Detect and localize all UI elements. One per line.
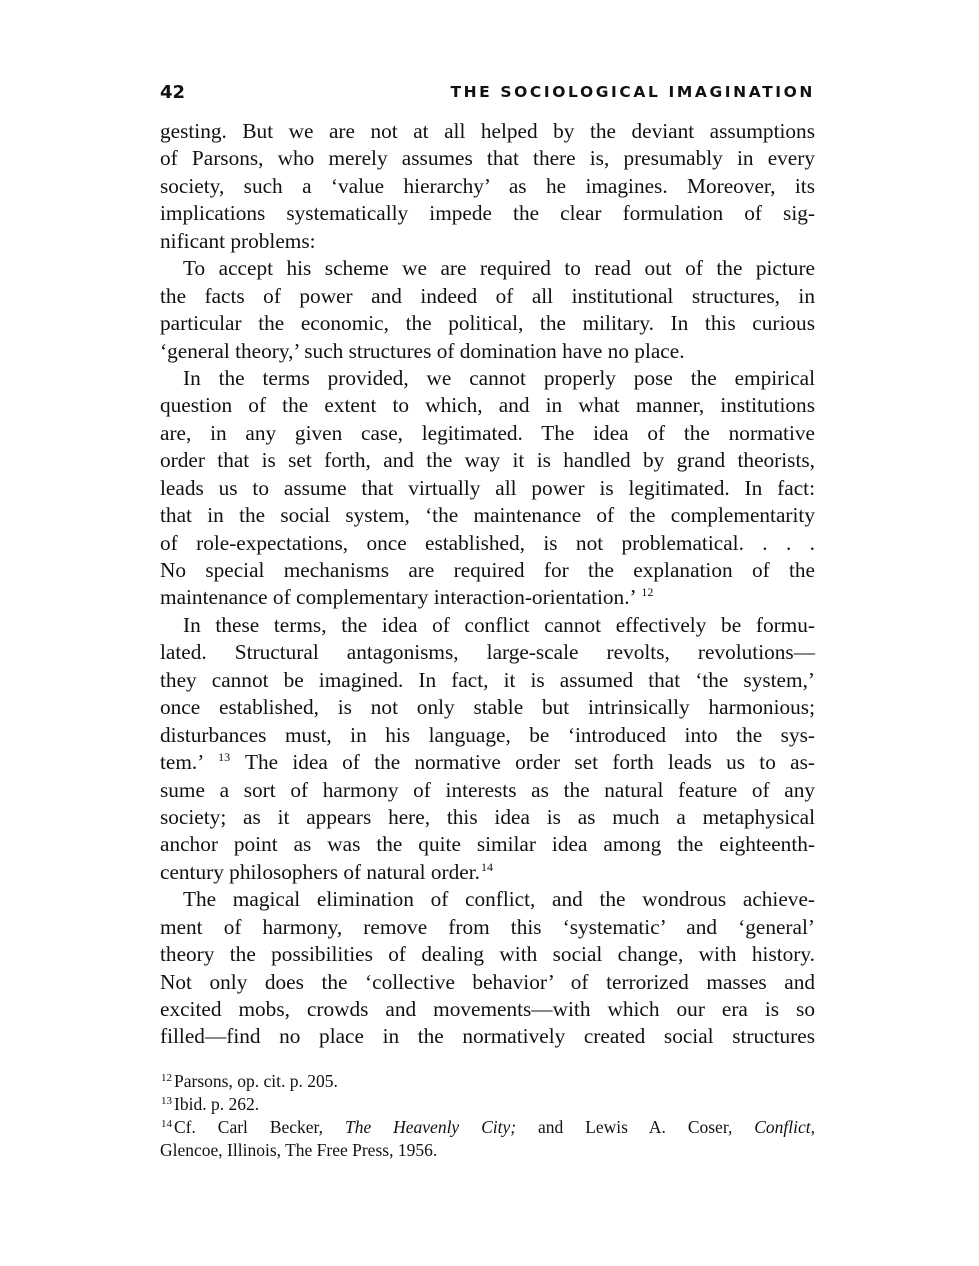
text-run: gesting. But we are not at all helped by the deviant assumptions	[160, 119, 815, 143]
text-run: nificant problems:	[160, 228, 316, 253]
text-run: To accept his scheme we are required to read out of the picture	[183, 256, 815, 281]
text-line	[160, 530, 815, 557]
text-line	[160, 365, 815, 392]
text-run: particular the economic, the political, the military. In this curious	[160, 311, 815, 336]
text-line	[160, 694, 815, 721]
text-run: question of the extent to which, and in what manner, institutions	[160, 393, 815, 418]
text-line	[160, 612, 815, 639]
paragraph	[160, 118, 815, 255]
footnote-marker: 14	[161, 1118, 172, 1130]
text-run: of role-expectations, once established, is not problematical. . . .	[160, 530, 815, 555]
text-run: The idea of the normative order set forth leads us to as-	[231, 750, 815, 775]
text-run: leads us to assume that virtually all power is legitimated. In fact:	[160, 475, 815, 500]
italic-title: The Heavenly City;	[344, 1117, 517, 1137]
text-line	[160, 392, 815, 419]
text-run: Glencoe, Illinois, The Free Press, 1956.	[160, 1140, 438, 1160]
text-run: and Lewis A. Coser,	[516, 1117, 755, 1137]
text-run: Not only does the ‘collective behavior’ of terrorized masses and	[160, 969, 815, 994]
running-title: THE SOCIOLOGICAL IMAGINATION	[450, 83, 815, 101]
text-run: In the terms provided, we cannot properly pose the empirical	[183, 365, 815, 390]
text-run: Ibid. p. 262.	[174, 1094, 260, 1114]
text-line	[160, 914, 815, 941]
italic-title: Conflict,	[754, 1117, 816, 1137]
paragraph	[160, 255, 815, 365]
text-line	[160, 804, 815, 831]
text-run: are, in any given case, legitimated. The idea of the normative	[160, 420, 815, 445]
text-line	[160, 1116, 815, 1139]
text-run: In these terms, the idea of conflict cannot effectively be formu-	[183, 612, 815, 637]
text-line	[160, 859, 815, 886]
text-run: society; as it appears here, this idea is as much a metaphysical	[160, 804, 815, 829]
paragraph	[160, 886, 815, 1051]
body-text	[160, 118, 815, 1051]
text-line	[160, 1023, 815, 1050]
page-number: 42	[160, 82, 186, 103]
text-run: sume a sort of harmony of interests as the natural feature of any	[160, 777, 815, 802]
text-line	[160, 969, 815, 996]
text-run: the facts of power and indeed of all institutional structures, in	[160, 283, 815, 308]
footnote-marker: 13	[218, 750, 231, 765]
text-run: that in the social system, ‘the maintenance of the complementarity	[160, 503, 815, 528]
footnote-marker: 14	[480, 859, 493, 874]
text-line	[160, 145, 815, 172]
text-line	[160, 310, 815, 337]
footnote-marker: 12	[161, 1072, 172, 1084]
text-run: No special mechanisms are required for the explanation of the	[160, 558, 815, 582]
text-line	[160, 502, 815, 529]
text-run: implications systematically impede the clear formulation of sig-	[160, 201, 815, 226]
text-line	[160, 749, 815, 776]
running-header	[160, 82, 815, 108]
text-run: Parsons, op. cit. p. 205.	[174, 1071, 338, 1091]
text-run: ‘general theory,’ such structures of domination have no place.	[160, 338, 685, 363]
paragraph	[160, 612, 815, 886]
text-line	[160, 639, 815, 666]
text-line	[160, 667, 815, 694]
paragraph	[160, 365, 815, 612]
text-run: disturbances must, in his language, be ‘introduced into the sys-	[160, 722, 815, 747]
text-run: The magical elimination of conflict, and the wondrous achieve-	[183, 887, 815, 912]
footnote-marker: 12	[641, 585, 654, 600]
footnote	[160, 1116, 815, 1162]
text-run: of Parsons, who merely assumes that there is, presumably in every	[160, 146, 815, 171]
footnote-marker: 13	[161, 1095, 172, 1107]
text-line	[160, 1139, 815, 1162]
text-line	[160, 338, 815, 365]
footnote	[160, 1093, 815, 1116]
text-run: once established, is not only stable but intrinsically harmonious;	[160, 695, 815, 720]
footnote	[160, 1070, 815, 1093]
text-run: they cannot be imagined. In fact, it is assumed that ‘the system,’	[160, 667, 815, 692]
text-line	[160, 420, 815, 447]
text-run: Cf. Carl Becker,	[174, 1117, 345, 1137]
text-line	[160, 886, 815, 913]
text-line	[160, 475, 815, 502]
text-line	[160, 777, 815, 804]
text-line	[160, 173, 815, 200]
text-run: filled—find no place in the normatively created social structures	[160, 1024, 815, 1049]
text-run: maintenance of complementary interaction-orientation.’	[160, 585, 641, 610]
text-run: order that is set forth, and the way it is handled by grand theorists,	[160, 448, 815, 473]
text-line	[160, 831, 815, 858]
text-line	[160, 996, 815, 1023]
footnotes	[160, 1070, 815, 1162]
text-run: tem.’	[160, 750, 218, 775]
text-line	[160, 941, 815, 968]
text-run: excited mobs, crowds and movements—with which our era is so	[160, 997, 815, 1021]
text-line	[160, 722, 815, 749]
text-line	[160, 557, 815, 584]
text-line	[160, 200, 815, 227]
text-run: society, such a ‘value hierarchy’ as he imagines. Moreover, its	[160, 173, 815, 198]
text-line	[160, 584, 815, 611]
text-line	[160, 1070, 815, 1093]
text-line	[160, 283, 815, 310]
text-run: ment of harmony, remove from this ‘systematic’ and ‘general’	[160, 914, 815, 939]
text-line	[160, 1093, 815, 1116]
text-line	[160, 118, 815, 145]
text-run: theory the possibilities of dealing with social change, with history.	[160, 942, 815, 967]
text-run: century philosophers of natural order.	[160, 859, 480, 884]
text-run: lated. Structural antagonisms, large-scale revolts, revolutions—	[160, 640, 815, 665]
text-line	[160, 255, 815, 282]
text-line	[160, 447, 815, 474]
text-run: anchor point as was the quite similar idea among the eighteenth-	[160, 832, 815, 857]
text-line	[160, 228, 815, 255]
